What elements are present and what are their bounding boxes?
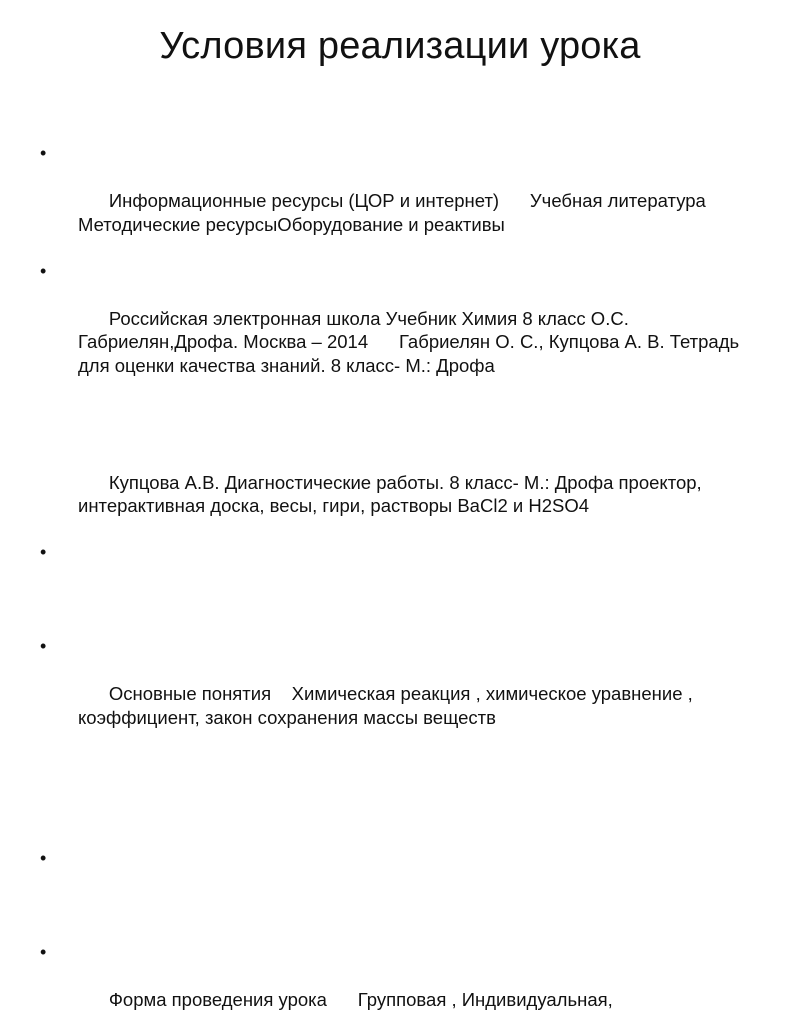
bullet-marker: • — [40, 542, 47, 562]
list-item — [40, 424, 740, 542]
bullet-text: Основные понятия Химическая реакция , химическое уравнение , коэффициент, закон сохранения массы веществ — [78, 683, 698, 728]
list-item — [40, 541, 740, 635]
bullet-text: Форма проведения урока Групповая , Индивидуальная, — [108, 988, 613, 1010]
list-item — [40, 635, 740, 753]
list-item — [40, 260, 745, 401]
list-item — [40, 142, 740, 260]
bullet-text: Информационные ресурсы (ЦОР и интернет) Учебная литература Методические ресурсыОборудование и реактивы — [78, 190, 717, 235]
bullet-marker: • — [40, 143, 47, 163]
bullet-text: Купцова А.В. Диагностические работы. 8 класс- М.: Дрофа проектор, интерактивная доска, весы, гири, растворы BaCl2 и H2SO4 — [78, 471, 707, 516]
bullet-marker: • — [40, 260, 47, 281]
bullet-text: Российская электронная школа Учебник Химия 8 класс О.С. Габриелян,Дрофа. Москва – 2014 Габриелян О. С., Купцова А. В. Тетрадь для оценки качества знаний. 8 класс- М.: Дрофа — [78, 307, 745, 376]
bullet-marker: • — [40, 847, 47, 868]
bullet-marker: • — [40, 941, 47, 962]
bullet-list — [40, 142, 745, 1035]
slide-title: Условия реализации урока — [159, 25, 641, 67]
list-item — [40, 753, 740, 847]
list-item — [40, 847, 740, 941]
list-item — [40, 941, 740, 1035]
bullet-marker: • — [40, 636, 47, 656]
